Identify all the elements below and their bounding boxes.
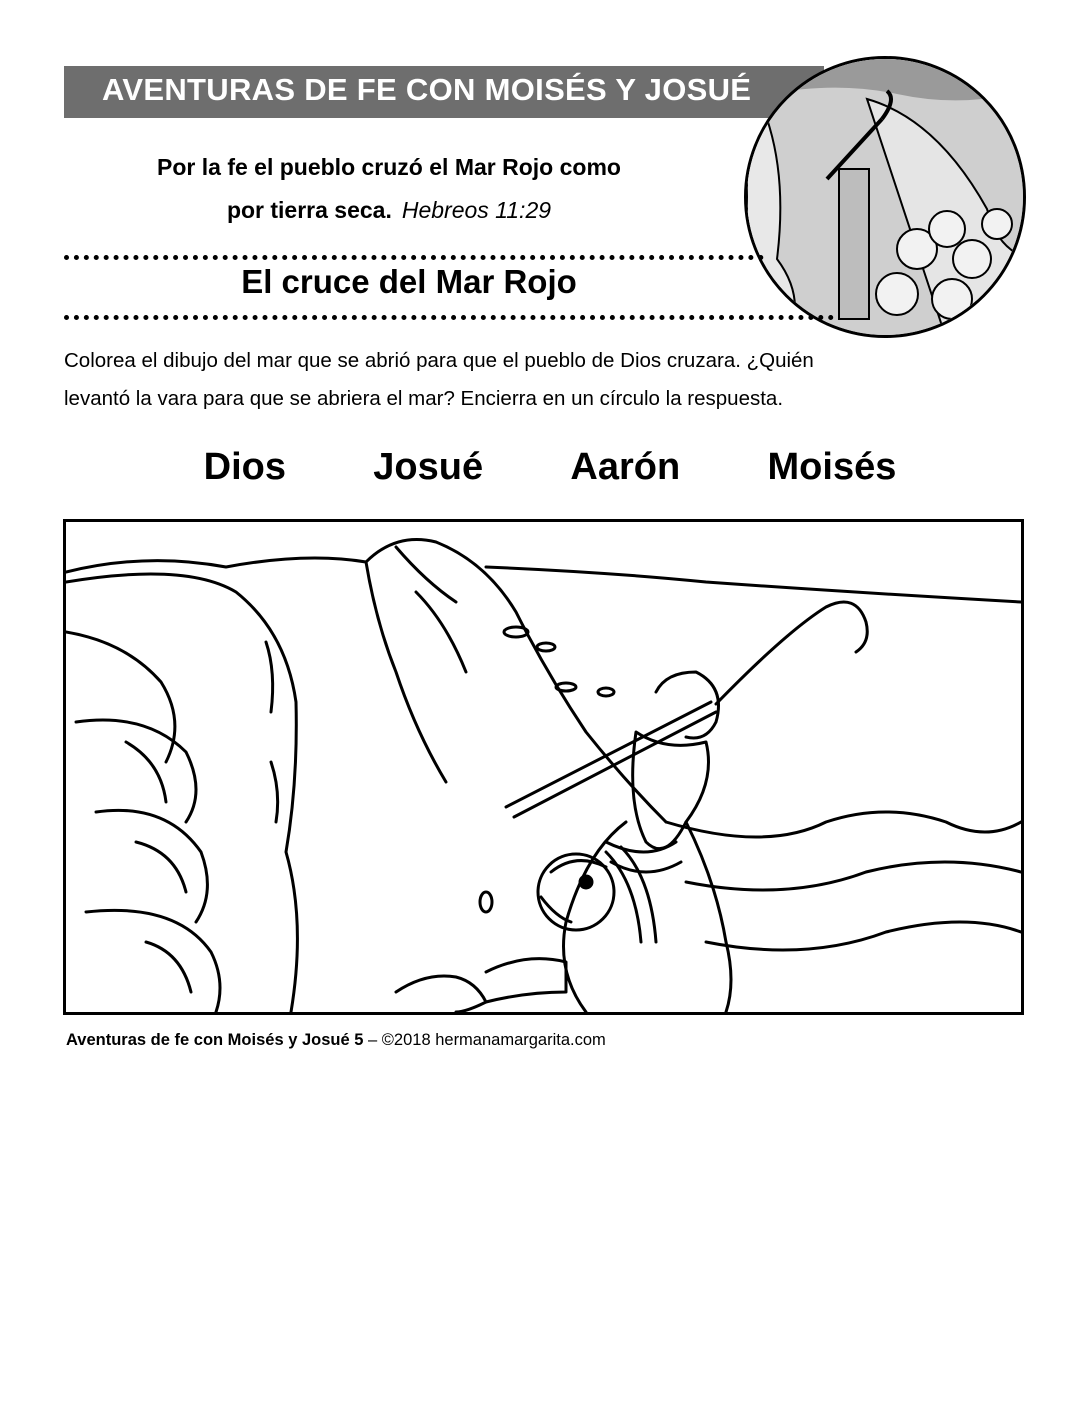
instructions: [64, 342, 1024, 418]
memory-verse: [64, 146, 714, 232]
answer-choices: [160, 446, 940, 489]
footer-book-title: Aventuras de fe con Moisés y Josué 5: [66, 1031, 364, 1049]
verse-text-end: por tierra seca.: [226, 197, 392, 223]
answer-josue[interactable]: Josué: [373, 446, 484, 488]
answer-aaron[interactable]: Aarón: [570, 446, 681, 488]
verse-line-1: Por la fe el pueblo cruzó el Mar Rojo como: [157, 154, 621, 180]
lesson-title: El cruce del Mar Rojo: [241, 263, 577, 300]
dotted-divider-top: [64, 255, 764, 260]
instructions-line-1: Colorea el dibujo del mar que se abrió para que el pueblo de Dios cruzara. ¿Quién: [64, 349, 814, 372]
answer-moises[interactable]: Moisés: [767, 446, 897, 488]
moses-parting-red-sea-icon: [66, 522, 1021, 1012]
moses-leading-people-icon: [747, 59, 1026, 338]
banner-title: AVENTURAS DE FE CON MOISÉS Y JOSUÉ: [102, 72, 752, 107]
coloring-picture[interactable]: [63, 519, 1024, 1015]
medallion-illustration: [744, 56, 1026, 338]
dotted-divider-bottom: [64, 315, 834, 320]
footer: [66, 1031, 606, 1050]
answer-dios[interactable]: Dios: [203, 446, 286, 488]
footer-copyright: – ©2018 hermanamargarita.com: [363, 1031, 606, 1049]
title-banner: [64, 66, 824, 118]
verse-reference: Hebreos 11:29: [401, 197, 552, 223]
instructions-line-2: levantó la vara para que se abriera el mar? Encierra en un círculo la respuesta.: [64, 387, 784, 410]
verse-line-2: [64, 189, 714, 232]
